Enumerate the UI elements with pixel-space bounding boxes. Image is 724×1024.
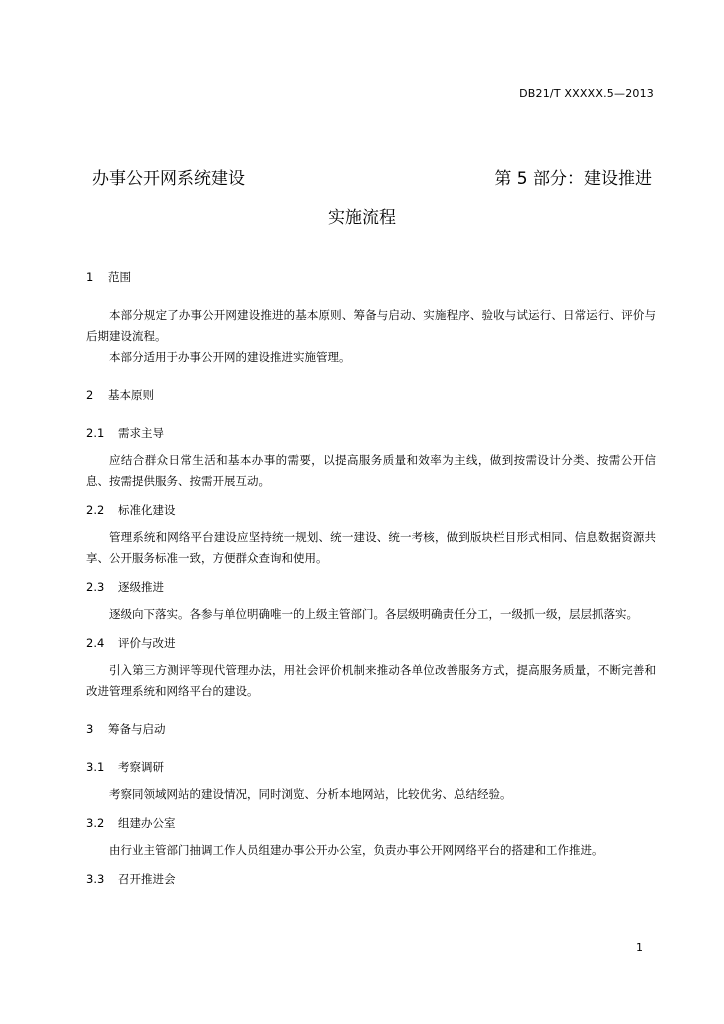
section-2-4-heading: 2.4 评价与改进 [86, 636, 176, 650]
section-2-4-paragraph: 引入第三方测评等现代管理办法，用社会评价机制来推动各单位改善服务方式，提高服务质量，不断完善和改进管理系统和网络平台的建设。 [86, 663, 656, 698]
document-code: DB21/T XXXXX.5—2013 [519, 87, 654, 100]
section-2-2-paragraph: 管理系统和网络平台建设应坚持统一规划、统一建设、统一考核，做到版块栏目形式相同、信息数据资源共享、公开服务标准一致，方便群众查询和使用。 [86, 530, 656, 565]
section-3-1-heading: 3.1 考察调研 [86, 760, 164, 774]
title-left: 办事公开网系统建设 [92, 169, 245, 189]
section-3-3-heading: 3.3 召开推进会 [86, 872, 176, 886]
section-1-heading: 1 范围 [86, 270, 131, 284]
section-1-paragraph-2: 本部分适用于办事公开网的建设推进实施管理。 [109, 350, 351, 364]
section-2-3-paragraph: 逐级向下落实。各参与单位明确唯一的上级主管部门。各层级明确责任分工，一级抓一级，层层抓落实。 [109, 607, 638, 621]
section-2-2-heading: 2.2 标准化建设 [86, 503, 176, 517]
page-number: 1 [636, 941, 643, 954]
section-3-heading: 3 筹备与启动 [86, 722, 166, 736]
section-2-heading: 2 基本原则 [86, 388, 154, 402]
document-body [86, 267, 656, 896]
section-1-paragraph-1: 本部分规定了办事公开网建设推进的基本原则、筹备与启动、实施程序、验收与试运行、日常运行、评价与后期建设流程。 [86, 308, 656, 343]
section-3-2-paragraph: 由行业主管部门抽调工作人员组建办事公开办公室，负责办事公开网网络平台的搭建和工作推进。 [109, 843, 604, 857]
document-title [92, 164, 652, 189]
section-3-2-heading: 3.2 组建办公室 [86, 816, 176, 830]
section-2-3-heading: 2.3 逐级推进 [86, 580, 164, 594]
section-2-1-paragraph: 应结合群众日常生活和基本办事的需要，以提高服务质量和效率为主线，做到按需设计分类、按需公开信息、按需提供服务、按需开展互动。 [86, 453, 656, 488]
section-2-1-heading: 2.1 需求主导 [86, 426, 164, 440]
title-line2: 实施流程 [328, 208, 396, 228]
title-right: 第 5 部分：建设推进 [494, 169, 652, 189]
section-3-1-paragraph: 考察同领域网站的建设情况，同时浏览、分析本地网站，比较优劣、总结经验。 [109, 787, 512, 801]
